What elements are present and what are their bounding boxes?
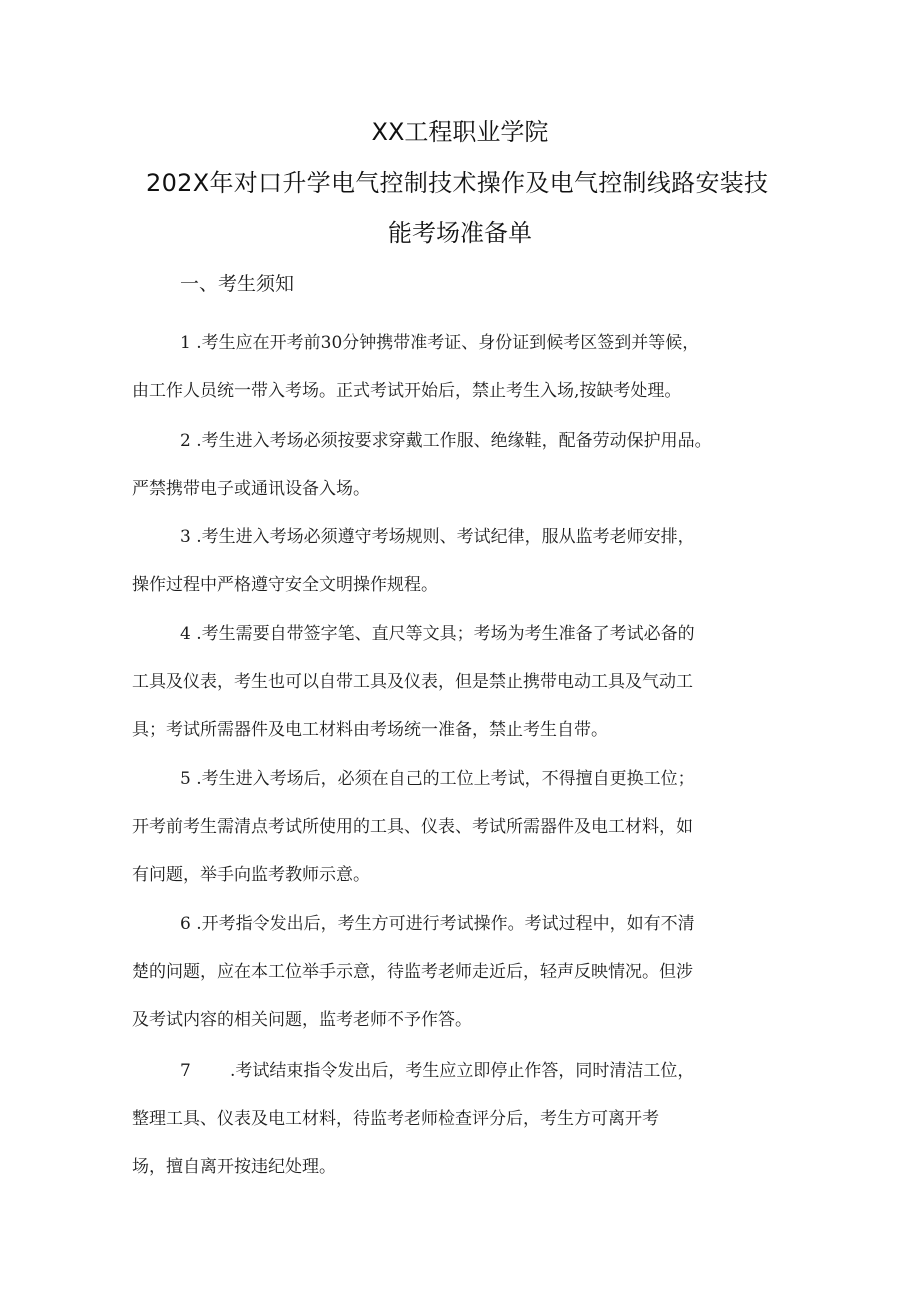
item-3-line-1: 3 .考生进入考场必须遵守考场规则、考试纪律，服从监考老师安排， xyxy=(180,527,695,547)
item-4-line-3: 具；考试所需器件及电工材料由考场统一准备，禁止考生自带。 xyxy=(132,720,608,740)
item-4-line-1: 4 .考生需要自带签字笔、直尺等文具；考场为考生准备了考试必备的 xyxy=(180,624,695,644)
document-title-line-1: 202X年对口升学电气控制技术操作及电气控制线路安装技 xyxy=(146,169,769,197)
item-6-line-3: 及考试内容的相关问题，监考老师不予作答。 xyxy=(132,1010,472,1030)
item-7-line-1: .考试结束指令发出后，考生应立即停止作答，同时清洁工位， xyxy=(230,1061,695,1081)
item-7-number: 7 xyxy=(180,1061,191,1081)
item-7-line-2: 整理工具、仪表及电工材料，待监考老师检查评分后，考生方可离开考 xyxy=(132,1109,659,1129)
item-4-line-2: 工具及仪表，考生也可以自带工具及仪表，但是禁止携带电动工具及气动工 xyxy=(132,672,693,692)
item-3-line-2: 操作过程中严格遵守安全文明操作规程。 xyxy=(132,575,438,595)
item-7-line-3: 场，擅自离开按违纪处理。 xyxy=(132,1157,336,1177)
item-1-line-2: 由工作人员统一带入考场。正式考试开始后，禁止考生入场,按缺考处理。 xyxy=(132,381,682,401)
item-6-line-1: 6 .开考指令发出后，考生方可进行考试操作。考试过程中，如有不清 xyxy=(180,914,695,934)
item-1-line-1: 1 .考生应在开考前30分钟携带准考证、身份证到候考区签到并等候， xyxy=(180,333,700,353)
document-title-line-2: 能考场准备单 xyxy=(388,219,532,247)
school-name: XX工程职业学院 xyxy=(371,118,549,146)
item-2-line-1: 2 .考生进入考场必须按要求穿戴工作服、绝缘鞋，配备劳动保护用品。 xyxy=(180,431,712,451)
item-2-line-2: 严禁携带电子或通讯设备入场。 xyxy=(132,479,370,499)
section-heading: 一、考生须知 xyxy=(180,273,295,295)
item-5-line-1: 5 .考生进入考场后，必须在自己的工位上考试，不得擅自更换工位； xyxy=(180,769,695,789)
item-6-line-2: 楚的问题，应在本工位举手示意，待监考老师走近后，轻声反映情况。但涉 xyxy=(132,962,693,982)
item-5-line-3: 有问题，举手向监考教师示意。 xyxy=(132,865,370,885)
item-5-line-2: 开考前考生需清点考试所使用的工具、仪表、考试所需器件及电工材料，如 xyxy=(132,817,693,837)
